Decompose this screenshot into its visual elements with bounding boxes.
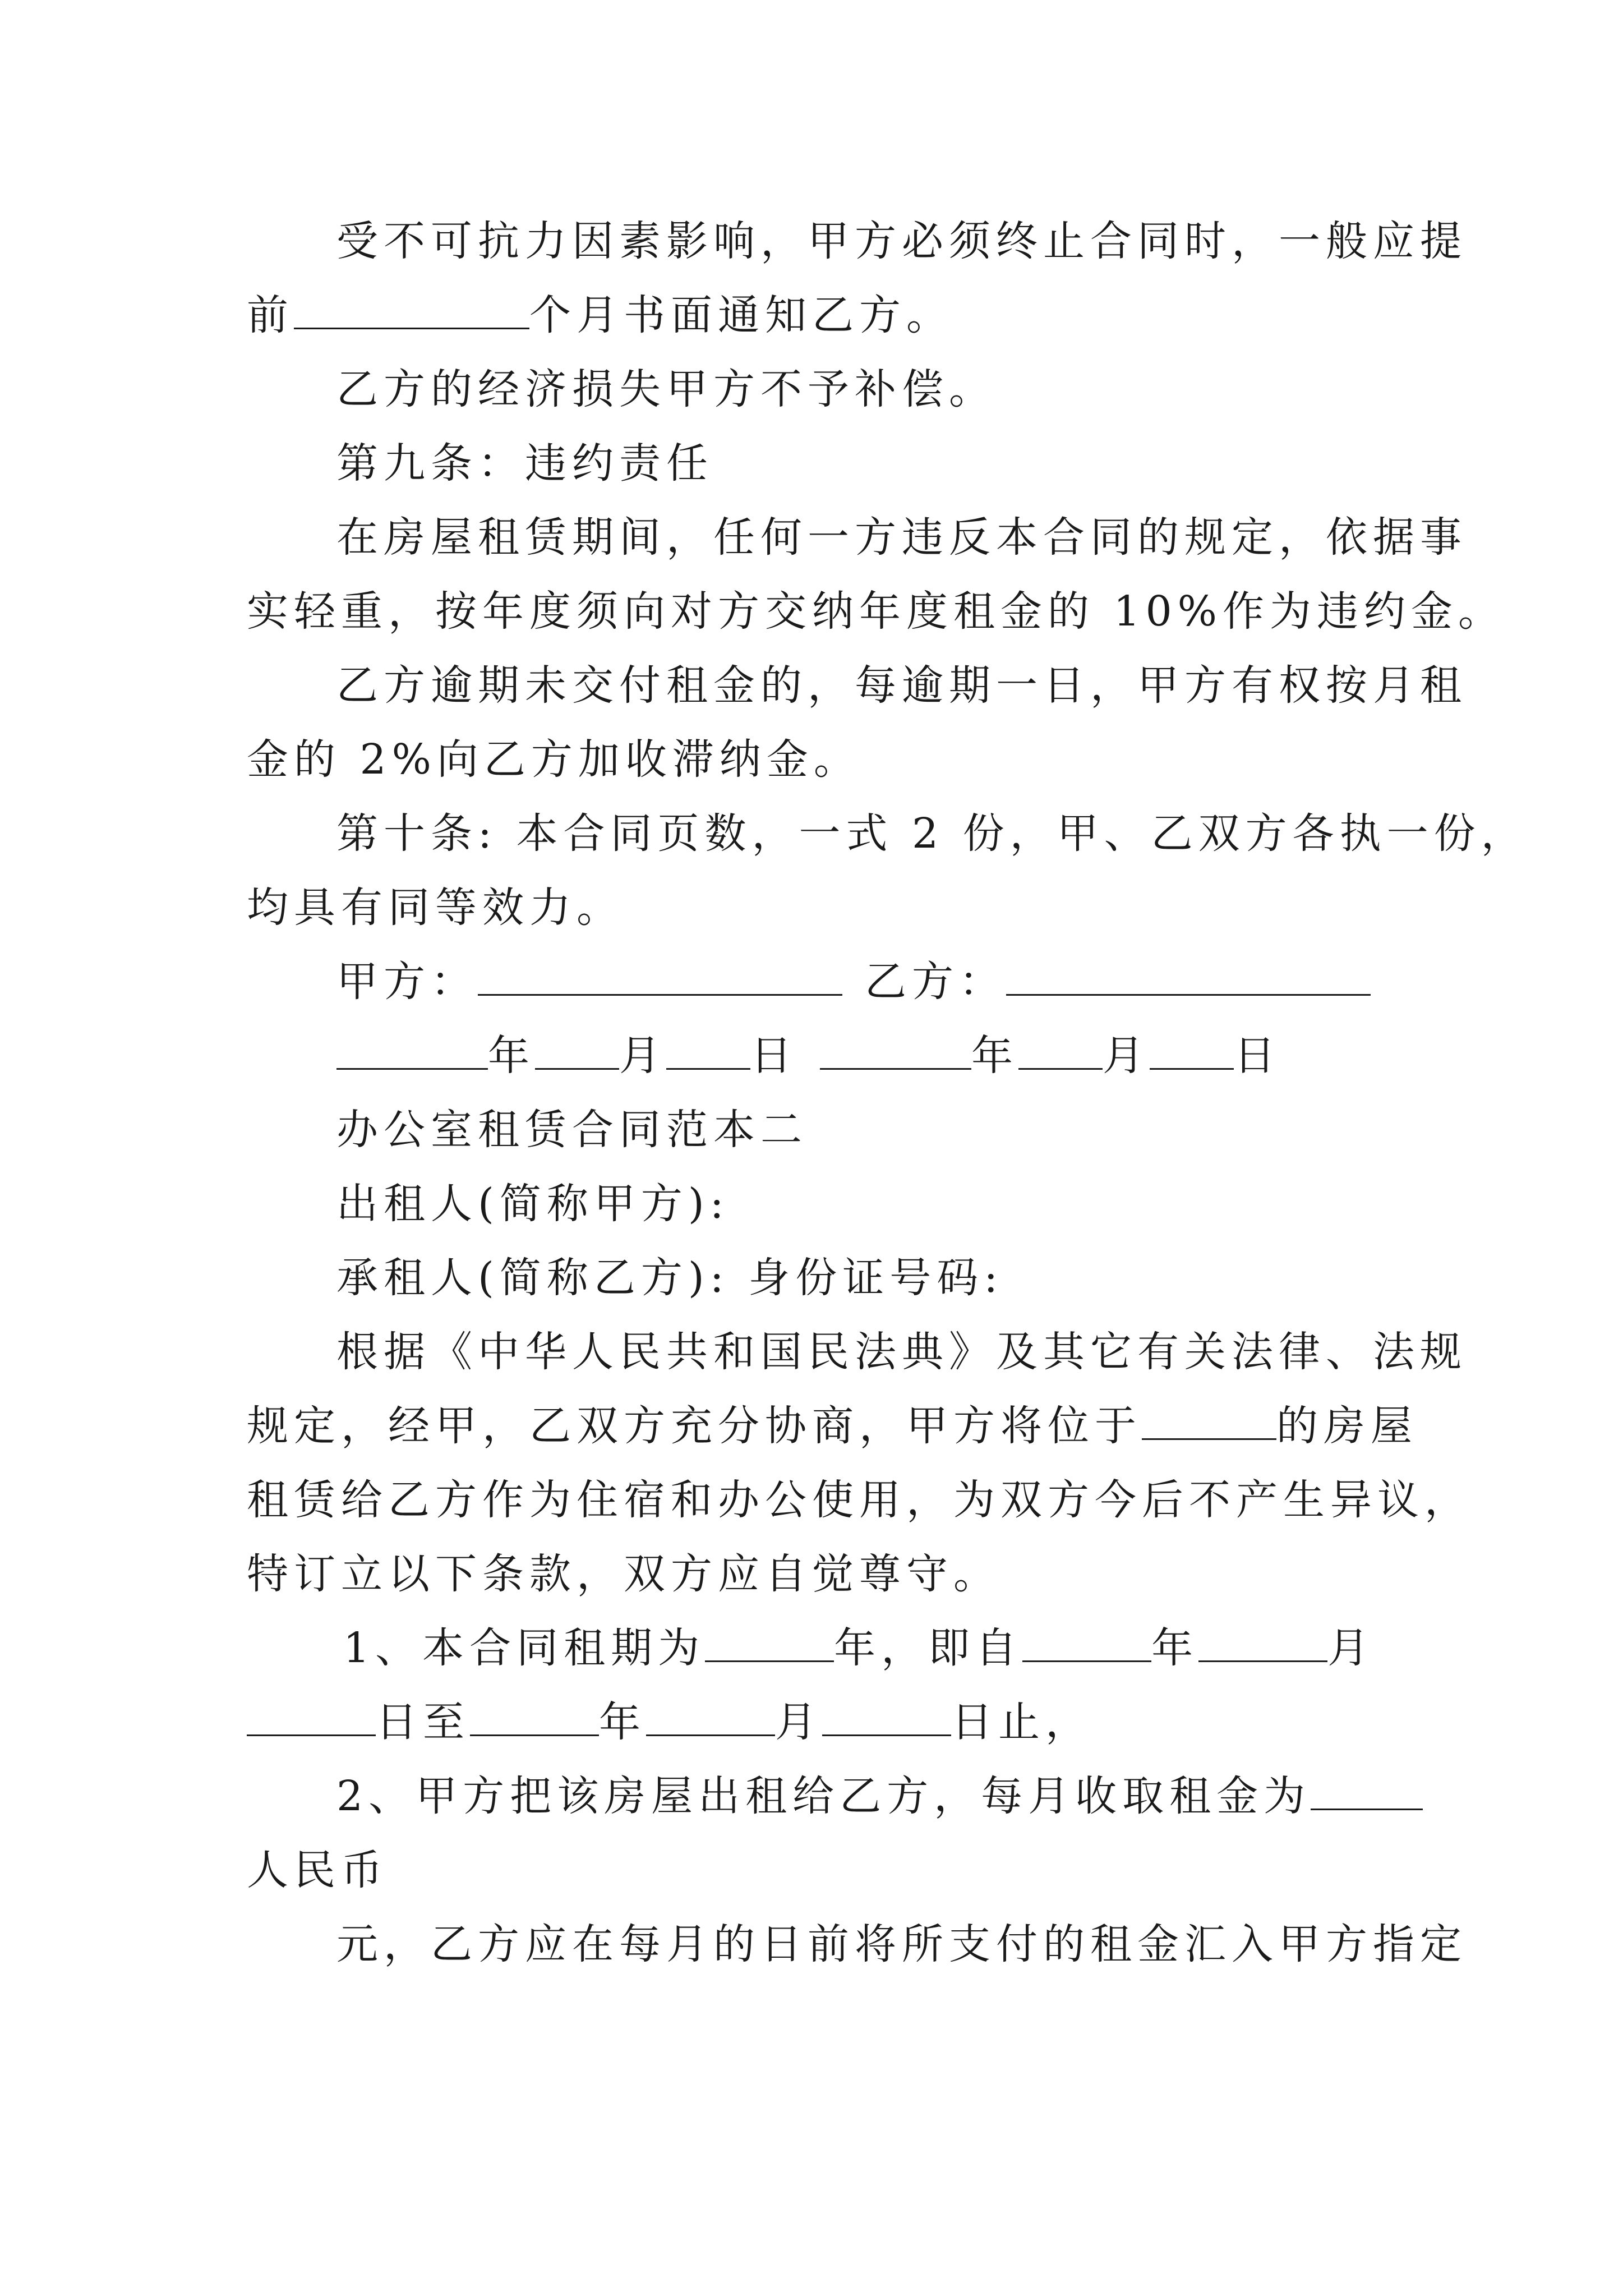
paragraph-line: 前 个月书面通知乙方。 [247,291,953,339]
blank-underline [705,1623,834,1662]
blank-underline [1198,1623,1327,1662]
paragraph-line: 金的 2%向乙方加收滞纳金。 [247,735,861,784]
blank-underline [470,1697,599,1736]
blank-underline [247,1697,376,1736]
section-heading: 第九条：违约责任 [336,439,713,487]
paragraph-line: 规定，经甲，乙双方充分协商，甲方将位于 的房屋 [247,1402,1418,1450]
paragraph-line: 根据《中华人民共和国民法典》及其它有关法律、法规 [336,1328,1467,1376]
paragraph-line: 乙方的经济损失甲方不予补偿。 [336,365,996,413]
paragraph-line: 出租人(简称甲方): [336,1180,730,1228]
paragraph-line: 均具有同等效力。 [247,884,624,932]
clause-line: 2、甲方把该房屋出租给乙方，每月收取租金为 [336,1768,1423,1824]
signature-line: 甲方： 乙方： [336,954,1371,1010]
date-line: 年 月 日 年 月 日 [336,1028,1281,1084]
blank-underline [822,1697,951,1736]
section-title: 办公室租赁合同范本二 [336,1106,808,1154]
paragraph-line: 实轻重，按年度须向对方交纳年度租金的 10%作为违约金。 [247,587,1505,636]
blank-underline [336,1031,488,1070]
blank-underline [820,1031,971,1070]
blank-underline [1018,1031,1103,1070]
party-a-signature-blank [478,957,842,996]
blank-underline [1022,1623,1151,1662]
paragraph-line: 租赁给乙方作为住宿和办公使用，为双方今后不产生异议， [247,1476,1472,1524]
clause-line: 日至 年 月 日止， [247,1694,1092,1750]
blank-underline [535,1031,619,1070]
paragraph-line: 乙方逾期未交付租金的，每逾期一日，甲方有权按月租 [336,661,1467,710]
blank-underline [1142,1401,1276,1440]
clause-line: 1、本合同租期为 年，即自 年 月 [343,1624,1375,1672]
blank-underline [1150,1031,1234,1070]
paragraph-line: 在房屋租赁期间，任何一方违反本合同的规定，依据事 [336,513,1467,562]
blank-underline [294,291,529,329]
paragraph-line: 承租人(简称乙方): 身份证号码: [336,1254,1004,1302]
blank-underline [646,1697,775,1736]
paragraph-line: 元，乙方应在每月的日前将所支付的租金汇入甲方指定 [336,1920,1467,1968]
party-b-signature-blank [1006,957,1371,996]
paragraph-line: 第十条: 本合同页数，一式 2 份，甲、乙双方各执一份， [336,809,1528,858]
paragraph-line: 特订立以下条款，双方应自觉尊守。 [247,1550,1000,1598]
paragraph-line: 人民币 [247,1846,388,1894]
blank-underline [1311,1772,1423,1810]
paragraph-line: 受不可抗力因素影响，甲方必须终止合同时，一般应提 [336,217,1467,265]
blank-underline [666,1031,750,1070]
